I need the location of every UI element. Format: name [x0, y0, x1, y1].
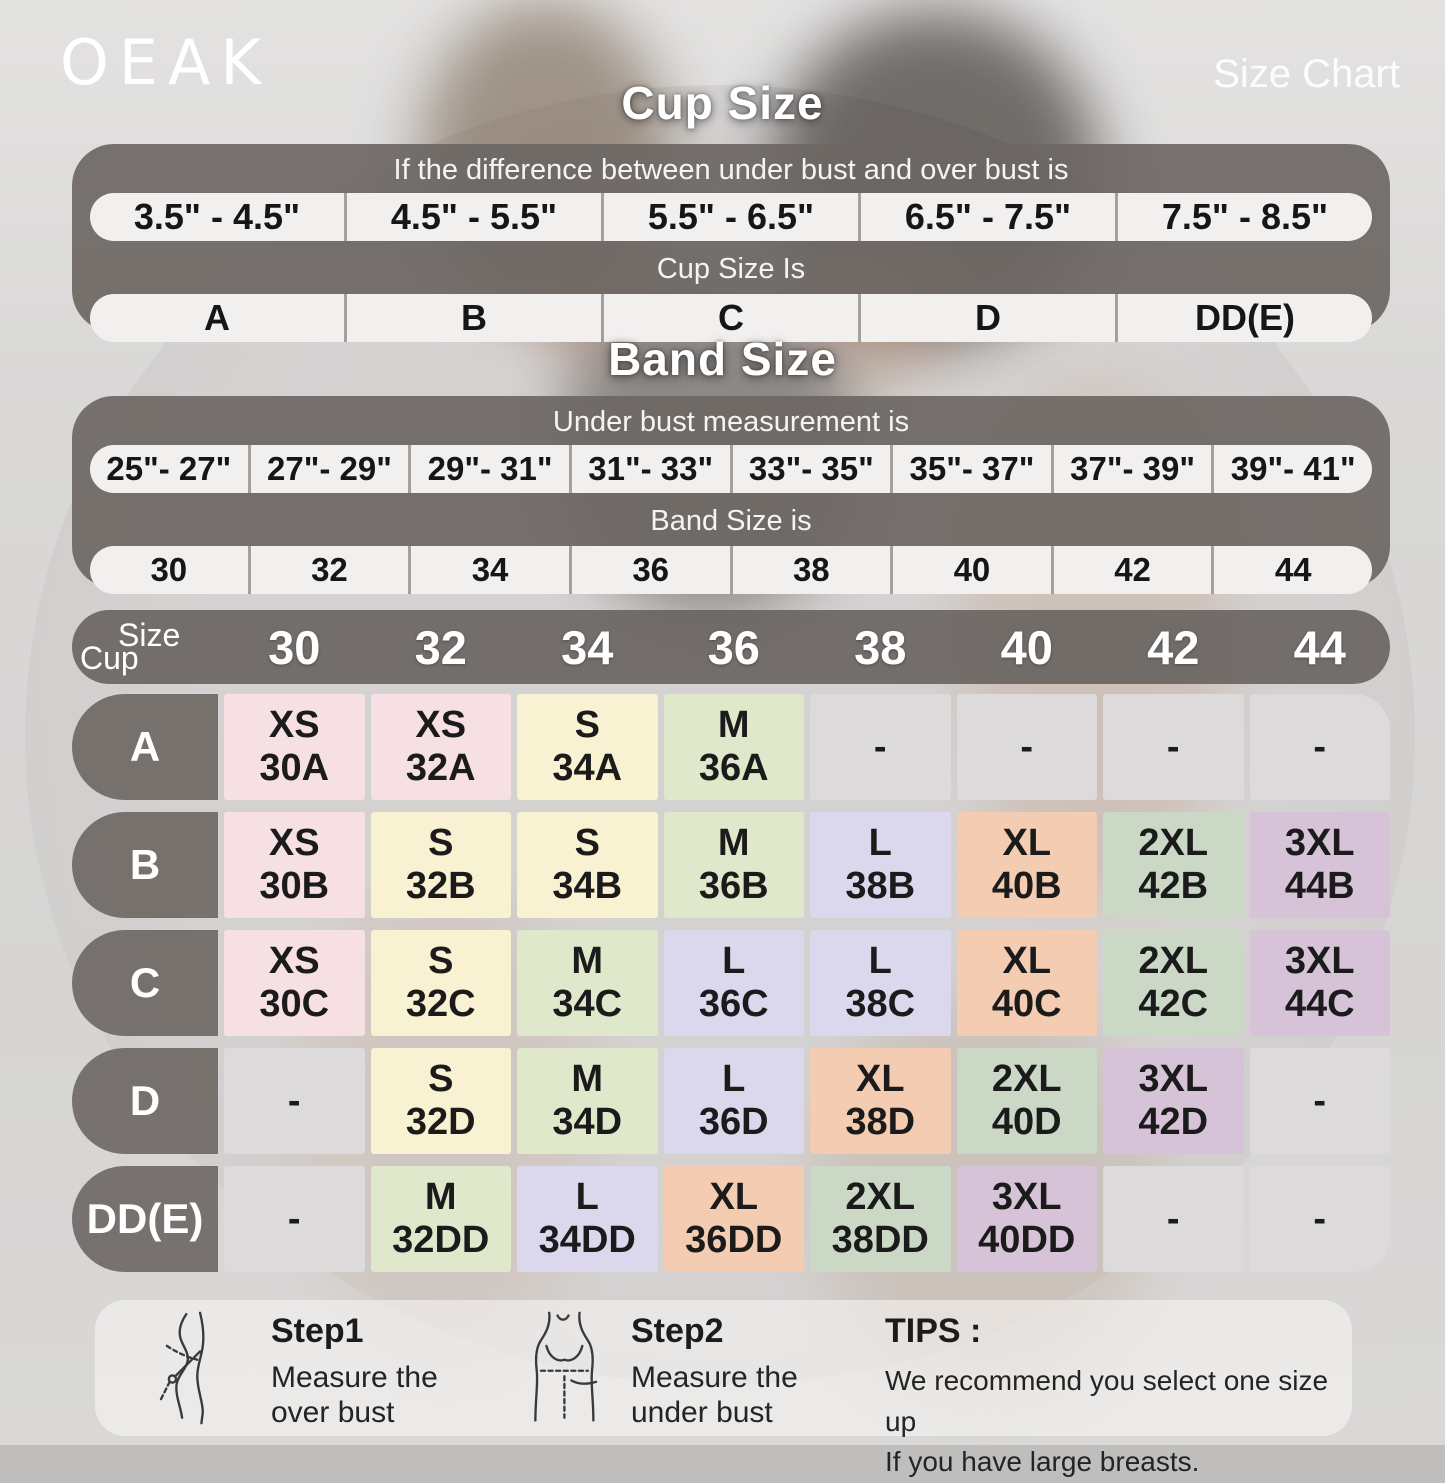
band-number: 32: [248, 546, 409, 594]
cell-size: 3XL: [991, 1176, 1062, 1219]
step2-text: [631, 1312, 798, 1430]
cell-size: XL: [709, 1176, 759, 1219]
matrix-cell: [1250, 694, 1391, 800]
matrix-cell: [517, 930, 658, 1036]
matrix-cell: [957, 930, 1098, 1036]
matrix-cell: [957, 812, 1098, 918]
cell-code: 38B: [845, 865, 916, 907]
step1-line1: Measure the: [271, 1361, 438, 1394]
step1-text: [271, 1312, 438, 1430]
band-range: 31"- 33": [569, 445, 730, 493]
cup-letter: D: [858, 294, 1115, 342]
cell-size: 3XL: [1284, 822, 1355, 865]
cup-range: 4.5" - 5.5": [344, 193, 601, 241]
matrix-cell: [371, 1048, 512, 1154]
band-range: 39"- 41": [1211, 445, 1372, 493]
matrix-row-C: [72, 930, 1390, 1036]
band-size-heading: Band Size: [608, 333, 837, 385]
cell-size: 2XL: [1138, 940, 1209, 983]
cup-range: 7.5" - 8.5": [1115, 193, 1372, 241]
band-number: 42: [1051, 546, 1212, 594]
band-number: 34: [408, 546, 569, 594]
matrix-cell: [517, 1166, 658, 1272]
tips-title: TIPS :: [885, 1312, 982, 1350]
cup-size-heading: Cup Size: [621, 77, 824, 129]
cell-size: 3XL: [1284, 940, 1355, 983]
cell-code: 36C: [698, 983, 769, 1025]
cell-code: 34C: [552, 983, 623, 1025]
row-label: B: [72, 812, 218, 918]
cell-size: S: [574, 822, 600, 865]
matrix-cell: [1250, 1166, 1391, 1272]
column-header: 38: [854, 620, 907, 674]
cell-size: L: [868, 940, 892, 983]
cell-size: -: [1313, 1079, 1327, 1122]
band-number: 30: [150, 551, 188, 588]
matrix-cell: [371, 812, 512, 918]
cell-size: 3XL: [1138, 1058, 1209, 1101]
matrix-cell: [664, 812, 805, 918]
matrix-cell: [224, 812, 365, 918]
matrix-cell: [664, 930, 805, 1036]
matrix-corner: [72, 610, 218, 684]
cell-size: -: [873, 725, 887, 768]
matrix-cell: [517, 694, 658, 800]
cell-code: 40C: [991, 983, 1062, 1025]
row-label: C: [72, 930, 218, 1036]
cell-code: 32B: [405, 865, 476, 907]
matrix-cell: [224, 1166, 365, 1272]
column-header: 30: [268, 620, 321, 674]
matrix-cell: [810, 1048, 951, 1154]
column-header: 32: [414, 620, 467, 674]
cell-code: 30B: [259, 865, 330, 907]
band-size-is-caption: Band Size is: [650, 505, 812, 537]
cell-code: 34A: [552, 747, 623, 789]
cell-code: 38D: [845, 1101, 916, 1143]
brand-logo: OEAK: [60, 26, 272, 99]
cup-letter: B: [344, 294, 601, 342]
cell-code: 42D: [1138, 1101, 1209, 1143]
cell-size: -: [287, 1197, 301, 1240]
band-range-row: [90, 445, 1372, 493]
band-number: 44: [1211, 546, 1372, 594]
cup-size-is-caption: Cup Size Is: [656, 253, 806, 285]
measure-guide-panel: [95, 1300, 1352, 1478]
step2-line1: Measure the: [631, 1361, 798, 1394]
matrix-cell: [957, 1166, 1098, 1272]
tips-line2: If you have large breasts.: [885, 1446, 1200, 1478]
cell-code: 36D: [698, 1101, 769, 1143]
cell-size: 2XL: [1138, 822, 1209, 865]
band-number-row: [90, 546, 1372, 594]
matrix-cell: [664, 1048, 805, 1154]
matrix-row-D: [72, 1048, 1390, 1154]
cell-code: 40DD: [978, 1219, 1076, 1261]
matrix-cell: [810, 930, 951, 1036]
corner-size-label: Size: [118, 617, 181, 653]
cell-size: -: [287, 1079, 301, 1122]
cell-size: -: [1166, 1197, 1180, 1240]
row-label: DD(E): [72, 1166, 218, 1272]
cell-code: 42B: [1138, 865, 1209, 907]
cell-code: 32D: [405, 1101, 476, 1143]
band-number: 38: [730, 546, 891, 594]
band-range: 37"- 39": [1051, 445, 1212, 493]
band-number: 36: [569, 546, 730, 594]
matrix-row-B: [72, 812, 1390, 918]
cup-range: 6.5" - 7.5": [858, 193, 1115, 241]
cell-size: XL: [855, 1058, 905, 1101]
matrix-cell: [1103, 1166, 1244, 1272]
cup-difference-caption: If the difference between under bust and over bust is: [393, 154, 1069, 186]
matrix-cell: [1103, 812, 1244, 918]
cell-code: 32DD: [392, 1219, 490, 1261]
step2-title: Step2: [631, 1312, 724, 1350]
cell-size: -: [1313, 725, 1327, 768]
matrix-cell: [810, 812, 951, 918]
cell-code: 30A: [259, 747, 330, 789]
matrix-cell: [371, 694, 512, 800]
cell-code: 34B: [552, 865, 623, 907]
corner-cup-label: Cup: [80, 640, 139, 676]
cup-range-row: [90, 193, 1372, 241]
cell-size: M: [717, 704, 750, 747]
cell-size: XL: [1002, 940, 1052, 983]
cell-code: 30C: [259, 983, 330, 1025]
matrix-cell: [1103, 694, 1244, 800]
cup-range: 3.5" - 4.5": [133, 196, 301, 237]
matrix-cell: [224, 694, 365, 800]
matrix-cell: [957, 1048, 1098, 1154]
cell-size: -: [1020, 725, 1034, 768]
matrix-cell: [810, 1166, 951, 1272]
column-header: 42: [1147, 620, 1200, 674]
cup-letter: DD(E): [1115, 294, 1372, 342]
measure-over-bust-icon: [139, 1310, 239, 1426]
row-label: D: [72, 1048, 218, 1154]
cell-size: L: [868, 822, 892, 865]
band-range: 35"- 37": [890, 445, 1051, 493]
cup-range: 5.5" - 6.5": [601, 193, 858, 241]
matrix-cell: [1103, 930, 1244, 1036]
cell-size: XS: [415, 704, 467, 747]
matrix-cell: [517, 1048, 658, 1154]
cell-size: -: [1166, 725, 1180, 768]
matrix-cell: [224, 1048, 365, 1154]
underbust-caption: Under bust measurement is: [552, 406, 910, 438]
matrix-cell: [371, 1166, 512, 1272]
matrix-row-DDE: [72, 1166, 1390, 1272]
cell-code: 32A: [405, 747, 476, 789]
cell-size: 2XL: [991, 1058, 1062, 1101]
matrix-cell: [1103, 1048, 1244, 1154]
cell-code: 36DD: [685, 1219, 783, 1261]
cell-code: 44B: [1284, 865, 1355, 907]
cell-code: 36B: [698, 865, 769, 907]
band-range: 33"- 35": [730, 445, 891, 493]
cell-code: 40D: [991, 1101, 1062, 1143]
cell-size: L: [575, 1176, 599, 1219]
page-title: Size Chart: [1213, 52, 1400, 96]
matrix-cell: [517, 812, 658, 918]
matrix-header-bar: [72, 610, 1390, 684]
column-header: 44: [1293, 620, 1346, 674]
cell-code: 44C: [1284, 983, 1355, 1025]
band-range: 29"- 31": [408, 445, 569, 493]
matrix-cell: [1250, 1048, 1391, 1154]
tips-text: [885, 1312, 1352, 1483]
cell-size: M: [424, 1176, 457, 1219]
band-number: 40: [890, 546, 1051, 594]
band-range: 25"- 27": [106, 450, 232, 487]
matrix-cell: [664, 1166, 805, 1272]
cup-letter: C: [601, 294, 858, 342]
cell-code: 38DD: [831, 1219, 929, 1261]
matrix-row-A: [72, 694, 1390, 800]
matrix-cell: [957, 694, 1098, 800]
cell-code: 42C: [1138, 983, 1209, 1025]
row-label: A: [72, 694, 218, 800]
matrix-cell: [810, 694, 951, 800]
tips-line1: We recommend you select one size up: [885, 1365, 1329, 1437]
cell-code: 34D: [552, 1101, 623, 1143]
matrix-cell: [371, 930, 512, 1036]
cell-size: S: [428, 940, 454, 983]
band-size-panel: [72, 396, 1390, 588]
cell-code: 36A: [698, 747, 769, 789]
cell-size: S: [574, 704, 600, 747]
cell-size: L: [722, 940, 746, 983]
cell-size: XS: [268, 940, 320, 983]
matrix-cell: [1250, 812, 1391, 918]
cell-code: 38C: [845, 983, 916, 1025]
cell-size: M: [571, 940, 604, 983]
matrix-cell: [224, 930, 365, 1036]
cell-size: M: [571, 1058, 604, 1101]
step1-title: Step1: [271, 1312, 364, 1350]
cell-size: S: [428, 822, 454, 865]
cell-size: XS: [268, 822, 320, 865]
step2-line2: under bust: [631, 1395, 773, 1429]
size-matrix: [72, 694, 1390, 1284]
cup-size-panel: [72, 144, 1390, 338]
column-header: 34: [561, 620, 614, 674]
cell-code: 40B: [991, 865, 1062, 907]
cell-code: 34DD: [538, 1219, 636, 1261]
cell-size: XL: [1002, 822, 1052, 865]
measure-under-bust-icon: [513, 1310, 613, 1426]
column-header: 40: [1000, 620, 1053, 674]
cell-size: S: [428, 1058, 454, 1101]
matrix-cell: [1250, 930, 1391, 1036]
cell-size: -: [1313, 1197, 1327, 1240]
cell-size: M: [717, 822, 750, 865]
cup-letter: A: [204, 297, 230, 338]
cell-size: 2XL: [845, 1176, 916, 1219]
matrix-cell: [664, 694, 805, 800]
cell-size: L: [722, 1058, 746, 1101]
step1-line2: over bust: [271, 1395, 395, 1429]
column-header: 36: [707, 620, 760, 674]
cell-size: XS: [268, 704, 320, 747]
band-range: 27"- 29": [248, 445, 409, 493]
cell-code: 32C: [405, 983, 476, 1025]
